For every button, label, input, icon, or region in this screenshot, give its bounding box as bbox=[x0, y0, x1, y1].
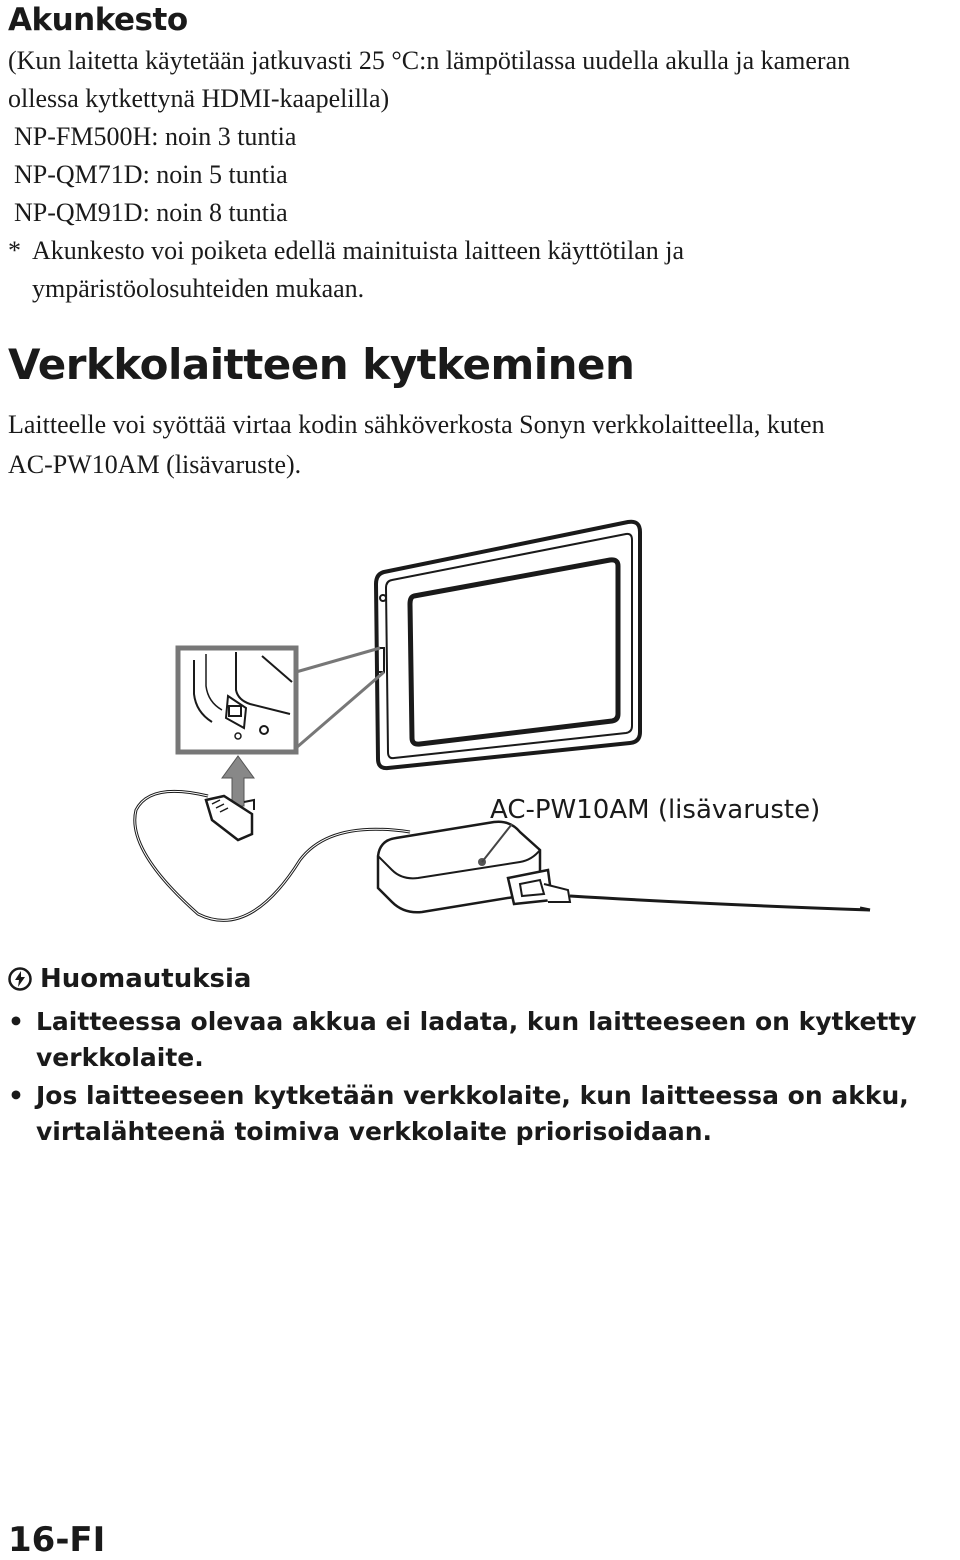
monitor-device-drawing bbox=[376, 522, 640, 768]
port-detail-callout bbox=[178, 648, 384, 752]
dc-cable-drawing bbox=[135, 791, 410, 920]
battery-condition-line-2: ollessa kytkettynä HDMI-kaapelilla) bbox=[8, 84, 390, 113]
bullet-icon: • bbox=[8, 1081, 24, 1110]
footnote-line-2: ympäristöolosuhteiden mukaan. bbox=[32, 274, 365, 303]
battery-item-qm91d: NP-QM91D: noin 8 tuntia bbox=[14, 198, 288, 227]
section-body-line-1: Laitteelle voi syöttää virtaa kodin sähköverkosta Sonyn verkkolaitteella, kuten bbox=[8, 410, 825, 439]
adapter-label: AC-PW10AM (lisävaruste) bbox=[490, 795, 821, 825]
note-line-1: Jos laitteeseen kytketään verkkolaite, kun laitteessa on akku, bbox=[36, 1081, 909, 1110]
footnote-marker: * bbox=[8, 236, 21, 265]
note-item bbox=[8, 1004, 917, 1076]
ac-adapter-drawing bbox=[378, 822, 870, 913]
battery-item-fm500h: NP-FM500H: noin 3 tuntia bbox=[14, 122, 297, 151]
section-body-line-2: AC-PW10AM (lisävaruste). bbox=[8, 450, 302, 479]
note-line-1: Laitteessa olevaa akkua ei ladata, kun laitteeseen on kytketty bbox=[36, 1007, 917, 1036]
caution-icon bbox=[8, 967, 32, 991]
note-line-2: virtalähteenä toimiva verkkolaite priorisoidaan. bbox=[36, 1117, 713, 1146]
note-item bbox=[8, 1078, 909, 1150]
battery-life-title: Akunkesto bbox=[8, 2, 188, 38]
notes-header bbox=[8, 964, 251, 994]
battery-condition-line-1: (Kun laitetta käytetään jatkuvasti 25 °C:n lämpötilassa uudella akulla ja kameran bbox=[8, 46, 851, 75]
ac-adapter-connection-illustration bbox=[0, 500, 960, 940]
notes-title: Huomautuksia bbox=[40, 964, 252, 994]
section-heading-ac-adapter: Verkkolaitteen kytkeminen bbox=[8, 340, 635, 389]
battery-item-qm71d: NP-QM71D: noin 5 tuntia bbox=[14, 160, 288, 189]
note-line-2: verkkolaite. bbox=[36, 1043, 204, 1072]
bullet-icon: • bbox=[8, 1007, 24, 1036]
footnote-line-1: Akunkesto voi poiketa edellä mainituista laitteen käyttötilan ja bbox=[32, 236, 684, 265]
page-number: 16-FI bbox=[8, 1520, 106, 1560]
